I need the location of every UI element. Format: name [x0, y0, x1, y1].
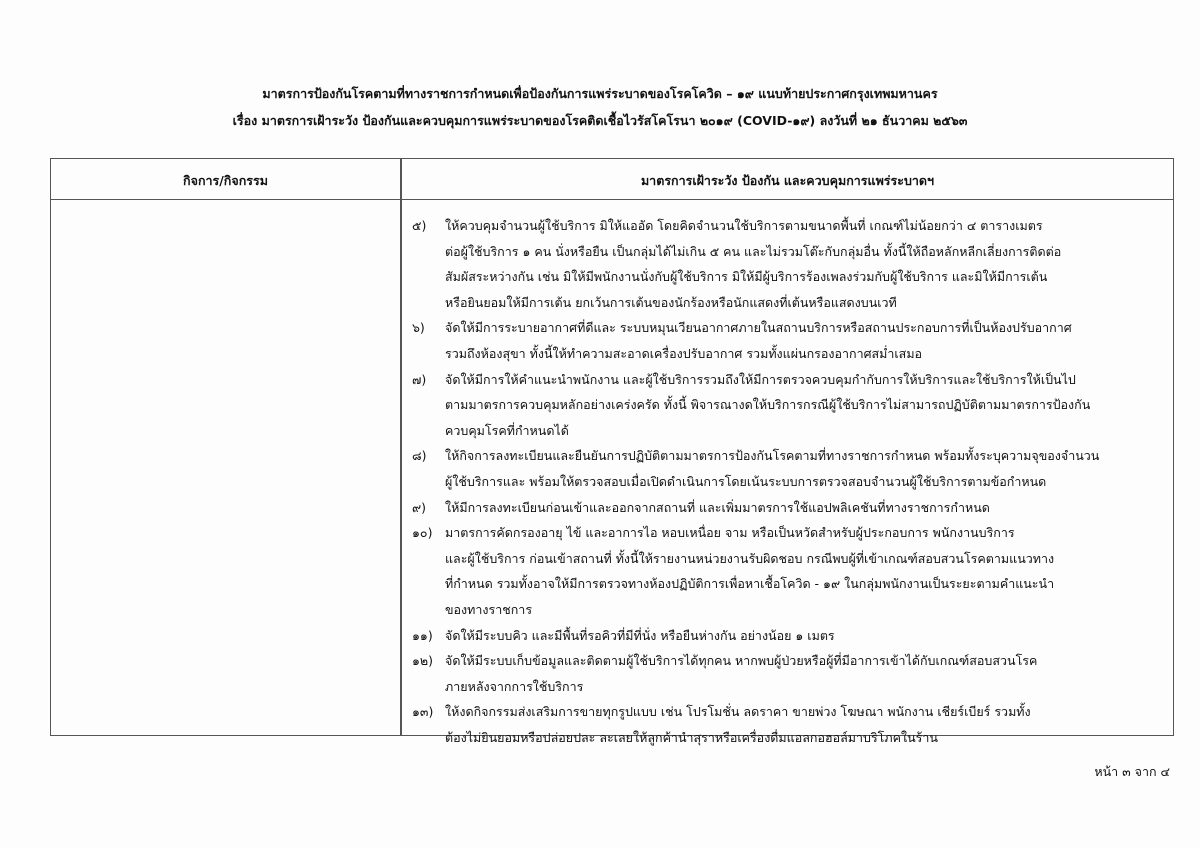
measure-number: ๕)	[412, 218, 427, 233]
measure-text-line: ผู้ใช้บริการและ พร้อมให้ตรวจสอบเมื่อเปิดดำเนินการโดยเน้นระบบการตรวจสอบจำนวนผู้ใช้บริการตามข้อกำหนด	[445, 473, 1047, 489]
measure-number: ๑๑)	[412, 627, 433, 643]
measure-text-line: และผู้ใช้บริการ ก่อนเข้าสถานที่ ทั้งนี้ให้รายงานหน่วยงานรับผิดชอบ กรณีพบผู้ที่เข้าเกณฑ์สอบสวนโรคตามแนวทาง	[445, 550, 1055, 566]
measure-text-line: จัดให้มีการให้คำแนะนำพนักงาน และผู้ใช้บริการรวมถึงให้มีการตรวจควบคุมกำกับการให้บริการและใช้บริการให้เป็นไป	[445, 371, 1076, 387]
measure-item	[412, 443, 1172, 494]
measure-item	[412, 699, 1172, 750]
column-divider	[400, 159, 402, 735]
measure-number: ๗)	[412, 371, 427, 387]
measure-text-line: จัดให้มีการระบายอากาศที่ดีและ ระบบหมุนเวียนอากาศภายในสถานบริการหรือสถานประกอบการที่เป็นห้องปรับอากาศ	[445, 320, 1072, 336]
measure-item	[412, 213, 1172, 315]
measure-item	[412, 623, 1172, 649]
measure-text-line: จัดให้มีระบบเก็บข้อมูลและติดตามผู้ใช้บริการได้ทุกคน หากพบผู้ป่วยหรือผู้ที่มีอาการเข้าได้กับเกณฑ์สอบสวนโรค	[445, 653, 1038, 669]
measures-table	[50, 158, 1174, 745]
measure-text-line: ต่อผู้ใช้บริการ ๑ คน นั่งหรือยืน เป็นกลุ่มได้ไม่เกิน ๕ คน และไม่รวมโต๊ะกับกลุ่มอื่น ทั้งนี้ให้ถือหลักหลีกเลี่ยงการติดต่อ	[445, 243, 1062, 259]
measure-text-line: ควบคุมโรคที่กำหนดได้	[445, 422, 569, 438]
measure-number: ๙)	[412, 499, 427, 515]
measure-number: ๑๒)	[412, 653, 434, 669]
measure-text-line: จัดให้มีระบบคิว และมีพื้นที่รอคิวที่มีที่นั่ง หรือยืนห่างกัน อย่างน้อย ๑ เมตร	[445, 627, 835, 643]
measure-number: ๑๐)	[412, 525, 433, 541]
page-number: หน้า ๓ จาก ๔	[1094, 764, 1170, 779]
measure-item	[412, 367, 1172, 444]
measure-item	[412, 520, 1172, 622]
column-header-business: กิจการ/กิจกรรม	[183, 173, 268, 188]
measure-text-line: ให้กิจการลงทะเบียนและยืนยันการปฏิบัติตามมาตรการป้องกันโรคตามที่ทางราชการกำหนด พร้อมทั้งระบุความจุของจำนวน	[445, 448, 1100, 464]
measure-text-line: ให้มีการลงทะเบียนก่อนเข้าและออกจากสถานที่ และเพิ่มมาตรการใช้แอปพลิเคชันที่ทางราชการกำหนด	[445, 499, 990, 515]
measure-text-line: มาตรการคัดกรองอายุ ไข้ และอาการไอ หอบเหนื่อย จาม หรือเป็นหวัดสำหรับผู้ประกอบการ พนักงานบริการ	[445, 525, 1015, 541]
document-title-line-2: เรื่อง มาตรการเฝ้าระวัง ป้องกันและควบคุมการแพร่ระบาดของโรคติดเชื้อไวรัสโคโรนา ๒๐๑๙ (COVID-๑๙) ลงวันที่ ๒๑ ธันวาคม ๒๕๖๓	[232, 113, 968, 128]
document-title-line-1: มาตรการป้องกันโรคตามที่ทางราชการกำหนดเพื่อป้องกันการแพร่ระบาดของโรคโควิด – ๑๙ แนบท้ายประกาศกรุงเทพมหานคร	[262, 86, 938, 101]
column-header-measures: มาตรการเฝ้าระวัง ป้องกัน และควบคุมการแพร่ระบาดฯ	[640, 173, 935, 188]
measure-text-line: ให้ควบคุมจำนวนผู้ใช้บริการ มิให้แออัด โดยคิดจำนวนใช้บริการตามขนาดพื้นที่ เกณฑ์ไม่น้อยกว่า ๔ ตารางเมตร	[445, 218, 1043, 233]
measure-text-line: หรือยินยอมให้มีการเต้น ยกเว้นการเต้นของนักร้องหรือนักแสดงที่เต้นหรือแสดงบนเวที	[445, 294, 897, 310]
measure-text-line: ให้งดกิจกรรมส่งเสริมการขายทุกรูปแบบ เช่น โปรโมชั่น ลดราคา ขายพ่วง โฆษณา พนักงาน เชียร์เบียร์ รวมทั้ง	[445, 704, 1031, 720]
measure-text-line: ของทางราชการ	[445, 601, 533, 617]
measure-number: ๘)	[412, 448, 427, 464]
measure-text-line: รวมถึงห้องสุขา ทั้งนี้ให้ทำความสะอาดเครื่องปรับอากาศ รวมทั้งแผ่นกรองอากาศสม่ำเสมอ	[445, 345, 923, 361]
measure-item	[412, 495, 1172, 521]
measure-text-line: ที่กำหนด รวมทั้งอาจให้มีการตรวจทางห้องปฏิบัติการเพื่อหาเชื้อโควิด - ๑๙ ในกลุ่มพนักงานเป็นระยะตามคำแนะนำ	[445, 576, 1055, 592]
measure-item	[412, 315, 1172, 366]
measure-number: ๑๓)	[412, 704, 434, 720]
measure-text-line: ต้องไม่ยินยอมหรือปล่อยปละ ละเลยให้ลูกค้านำสุราหรือเครื่องดื่มแอลกอฮอล์มาบริโภคในร้าน	[445, 729, 938, 745]
measures-list	[412, 213, 1172, 750]
measure-number: ๖)	[412, 320, 425, 336]
measure-item	[412, 648, 1172, 699]
measure-text-line: ตามมาตรการควบคุมหลักอย่างเคร่งครัด ทั้งนี้ พิจารณางดให้บริการกรณีผู้ใช้บริการไม่สามารถปฏิบัติตามมาตรการป้องกัน	[445, 397, 1091, 413]
measure-text-line: สัมผัสระหว่างกัน เช่น มิให้มีพนักงานนั่งกับผู้ใช้บริการ มิให้มีผู้บริการร้องเพลงร่วมกับผู้ใช้บริการ และมิให้มีการเต้น	[445, 269, 1048, 285]
measure-text-line: ภายหลังจากการใช้บริการ	[445, 678, 584, 694]
table-header-row	[51, 159, 1173, 200]
